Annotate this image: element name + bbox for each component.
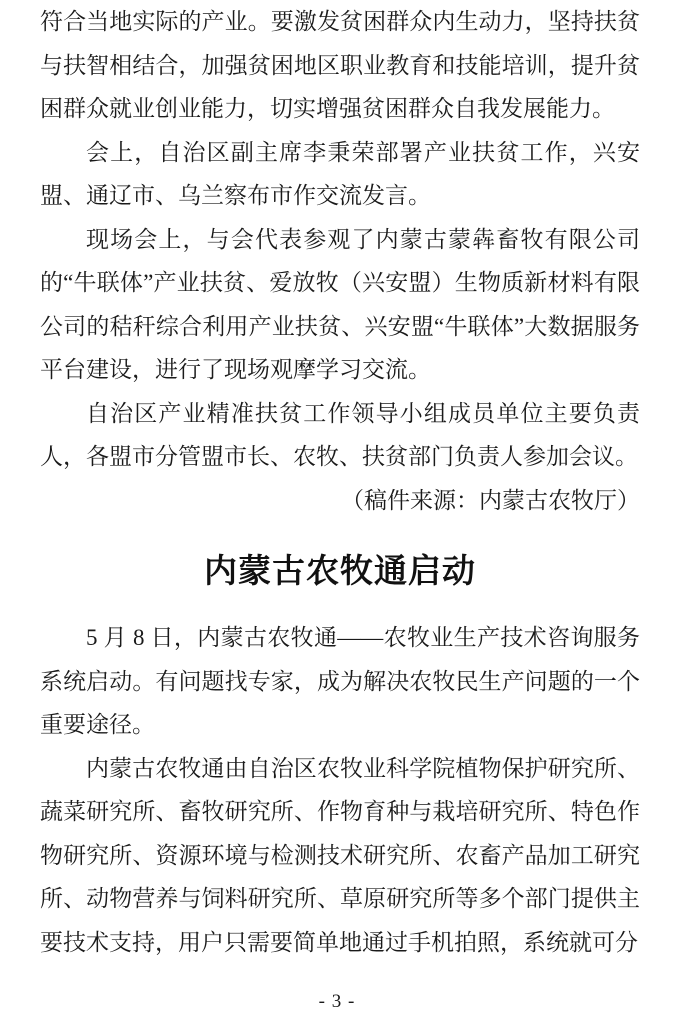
paragraph-continued: 符合当地实际的产业。要激发贫困群众内生动力，坚持扶贫与扶智相结合，加强贫困地区职业教育和技能培训，提升贫困群众就业创业能力，切实增强贫困群众自我发展能力。 (40, 9, 640, 121)
paragraph: 现场会上，与会代表参观了内蒙古蒙犇畜牧有限公司的“牛联体”产业扶贫、爱放牧（兴安盟）生物质新材料有限公司的秸秆综合利用产业扶贫、兴安盟“牛联体”大数据服务平台建设，进行了现场观摩学习交流。 (40, 226, 640, 382)
source-credit-line: （稿件来源：内蒙古农牧厅） (341, 487, 640, 513)
article-heading: 内蒙古农牧通启动 (204, 554, 476, 590)
paragraph: 自治区产业精准扶贫工作领导小组成员单位主要负责人，各盟市分管盟市长、农牧、扶贫部门负责人参加会议。 (40, 400, 640, 469)
paragraph: 5 月 8 日，内蒙古农牧通——农牧业生产技术咨询服务系统启动。有问题找专家，成为解决农牧民生产问题的一个重要途径。 (40, 625, 640, 737)
page-number: - 3 - (318, 991, 356, 1012)
paragraph: 会上，自治区副主席李秉荣部署产业扶贫工作，兴安盟、通辽市、乌兰察布市作交流发言。 (40, 139, 640, 208)
paragraph: 内蒙古农牧通由自治区农牧业科学院植物保护研究所、蔬菜研究所、畜牧研究所、作物育种与栽培研究所、特色作物研究所、资源环境与检测技术研究所、农畜产品加工研究所、动物营养与饲料研究所、草原研究所等多个部门提供主要技术支持，用户只需要简单地通过手机拍照，系统就可分 (40, 755, 640, 955)
